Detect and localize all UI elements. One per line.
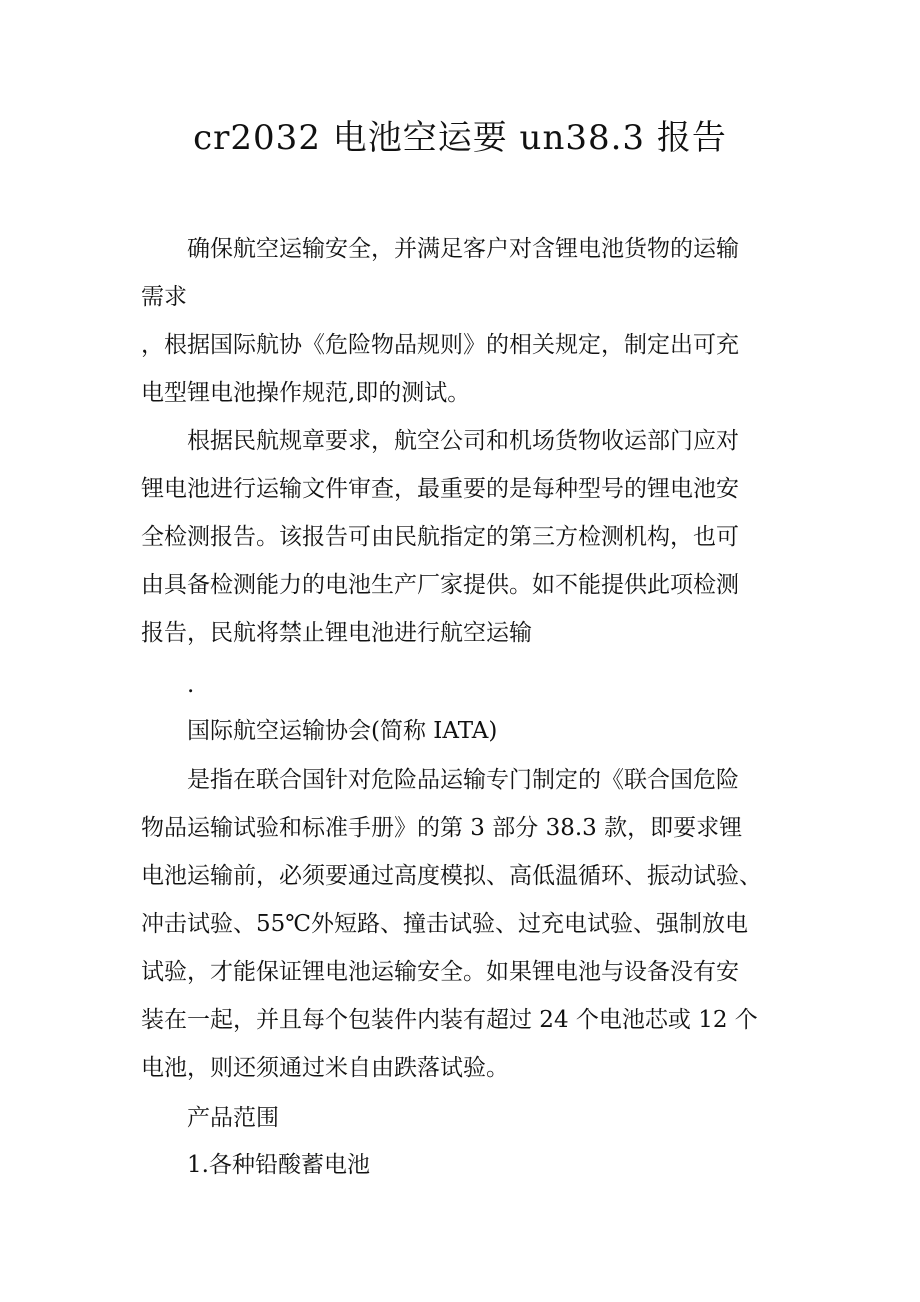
list-item [141, 1141, 781, 1189]
text-line: 由具备检测能力的电池生产厂家提供。如不能提供此项检测 [141, 572, 739, 598]
text-line: 国际航空运输协会(简称 IATA) [187, 718, 498, 744]
text-line: 报告，民航将禁止锂电池进行航空运输 [141, 620, 532, 646]
text-line: 需求 [141, 284, 187, 310]
text-line: 1.各种铅酸蓄电池 [187, 1152, 370, 1178]
text-line: ，根据国际航协《危险物品规则》的相关规定，制定出可充 [141, 332, 739, 358]
paragraph-iata-heading [141, 707, 781, 755]
text-line: 电池，则还须通过米自由跌落试验。 [141, 1055, 509, 1081]
text-line: 全检测报告。该报告可由民航指定的第三方检测机构，也可 [141, 524, 739, 550]
text-line: 装在一起，并且每个包装件内装有超过 24 个电池芯或 12 个 [141, 1007, 758, 1033]
text-line: 电型锂电池操作规范,即的测试。 [141, 380, 471, 406]
text-line: 试验，才能保证锂电池运输安全。如果锂电池与设备没有安 [141, 959, 739, 985]
text-line: 物品运输试验和标准手册》的第 3 部分 38.3 款，即要求锂 [141, 815, 743, 841]
text-line: 确保航空运输安全，并满足客户对含锂电池货物的运输 [187, 236, 739, 262]
text-line: 冲击试验、55℃外短路、撞击试验、过充电试验、强制放电 [141, 911, 748, 937]
paragraph-transport-safety [141, 225, 781, 321]
document-title: cr2032 电池空运要 un38.3 报告 [193, 118, 727, 158]
text-line: 电池运输前，必须要通过高度模拟、高低温循环、振动试验、 [141, 863, 762, 889]
text-line: 根据民航规章要求，航空公司和机场货物收运部门应对 [187, 428, 739, 454]
text-line: 锂电池进行运输文件审查，最重要的是每种型号的锂电池安 [141, 476, 739, 502]
text-line: . [187, 672, 195, 698]
text-line: 产品范围 [187, 1105, 279, 1131]
paragraph-dot [141, 661, 781, 709]
text-line: 是指在联合国针对危险品运输专门制定的《联合国危险 [187, 767, 739, 793]
paragraph-product-range-heading [141, 1094, 781, 1142]
paragraph-civil-aviation-requirements [141, 417, 781, 657]
paragraph-iata-rules [141, 321, 781, 417]
paragraph-un38-3-tests [141, 756, 781, 1092]
